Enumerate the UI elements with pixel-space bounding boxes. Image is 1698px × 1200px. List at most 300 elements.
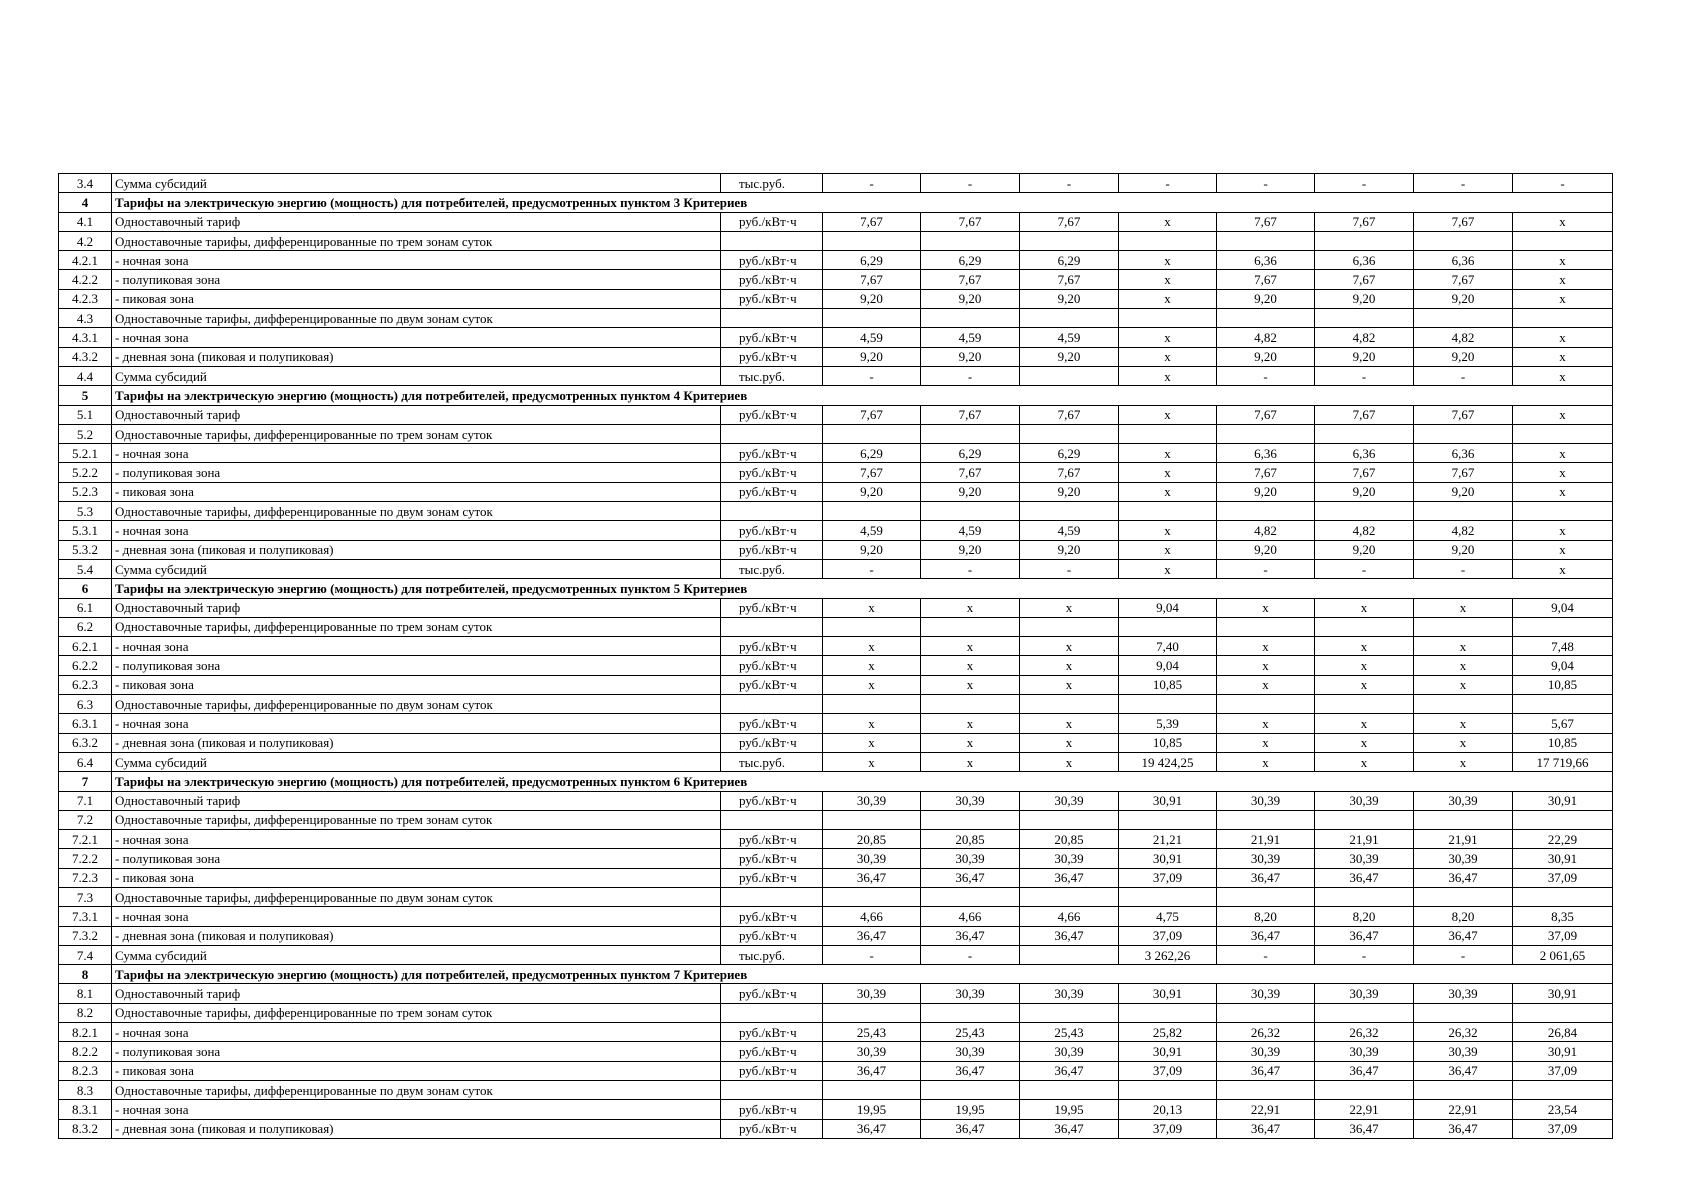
value-cell: 26,32 xyxy=(1217,1023,1315,1042)
value-cell xyxy=(1119,502,1217,521)
value-cell: - xyxy=(1513,174,1613,193)
table-row xyxy=(59,1023,1613,1042)
row-number: 4.2.2 xyxy=(59,270,112,289)
value-cell xyxy=(921,617,1020,636)
value-cell: 22,91 xyxy=(1315,1100,1414,1119)
value-cell xyxy=(1315,1080,1414,1099)
value-cell: 4,66 xyxy=(921,907,1020,926)
table-row xyxy=(59,482,1613,501)
value-cell xyxy=(823,424,921,443)
row-description: Одноставочные тарифы, дифференцированные по трем зонам суток xyxy=(112,617,721,636)
value-cell: 30,39 xyxy=(921,791,1020,810)
value-cell: - xyxy=(823,174,921,193)
table-row xyxy=(59,1042,1613,1061)
value-cell: 37,09 xyxy=(1119,1119,1217,1138)
value-cell: 9,20 xyxy=(1414,289,1513,308)
value-cell xyxy=(1119,887,1217,906)
value-cell xyxy=(1315,810,1414,829)
table-row xyxy=(59,637,1613,656)
value-cell: - xyxy=(1020,559,1119,578)
value-cell: 7,67 xyxy=(823,405,921,424)
value-cell: х xyxy=(823,752,921,771)
value-cell: х xyxy=(1315,714,1414,733)
value-cell xyxy=(1513,231,1613,250)
row-description: - пиковая зона xyxy=(112,675,721,694)
row-unit xyxy=(721,502,823,521)
value-cell: 30,39 xyxy=(1315,849,1414,868)
row-unit: руб./кВт·ч xyxy=(721,984,823,1003)
row-number: 4.4 xyxy=(59,366,112,385)
value-cell: 6,29 xyxy=(1020,251,1119,270)
value-cell xyxy=(823,810,921,829)
value-cell: 7,67 xyxy=(1020,463,1119,482)
table-row xyxy=(59,521,1613,540)
value-cell: 25,43 xyxy=(1020,1023,1119,1042)
row-description: - ночная зона xyxy=(112,1100,721,1119)
value-cell: 4,59 xyxy=(823,328,921,347)
value-cell: х xyxy=(1315,637,1414,656)
section-header-row xyxy=(59,193,1613,212)
value-cell: х xyxy=(921,598,1020,617)
value-cell xyxy=(1217,231,1315,250)
value-cell: 21,91 xyxy=(1217,830,1315,849)
value-cell xyxy=(1513,502,1613,521)
row-description: - полупиковая зона xyxy=(112,849,721,868)
section-title: Тарифы на электрическую энергию (мощность) для потребителей, предусмотренных пунктом 5 Критериев xyxy=(112,579,1613,598)
table-row xyxy=(59,366,1613,385)
value-cell xyxy=(1315,887,1414,906)
value-cell: х xyxy=(1217,733,1315,752)
value-cell: 7,67 xyxy=(921,405,1020,424)
value-cell: 9,20 xyxy=(1315,540,1414,559)
value-cell xyxy=(1414,424,1513,443)
value-cell: 7,67 xyxy=(1315,463,1414,482)
value-cell: х xyxy=(1217,675,1315,694)
row-unit: руб./кВт·ч xyxy=(721,637,823,656)
value-cell: х xyxy=(1119,270,1217,289)
value-cell: 7,67 xyxy=(823,212,921,231)
value-cell: 30,91 xyxy=(1513,849,1613,868)
value-cell xyxy=(1020,1080,1119,1099)
value-cell xyxy=(1119,1003,1217,1022)
row-unit: руб./кВт·ч xyxy=(721,270,823,289)
value-cell xyxy=(1020,887,1119,906)
value-cell: - xyxy=(921,174,1020,193)
row-description: Одноставочный тариф xyxy=(112,984,721,1003)
value-cell: 9,20 xyxy=(921,482,1020,501)
value-cell: 9,20 xyxy=(1315,482,1414,501)
value-cell: 9,20 xyxy=(1020,482,1119,501)
value-cell: 5,67 xyxy=(1513,714,1613,733)
value-cell: х xyxy=(1513,289,1613,308)
value-cell: х xyxy=(1217,714,1315,733)
value-cell xyxy=(1513,309,1613,328)
value-cell: 7,67 xyxy=(1217,270,1315,289)
row-unit: руб./кВт·ч xyxy=(721,463,823,482)
row-description: - полупиковая зона xyxy=(112,1042,721,1061)
value-cell xyxy=(1513,695,1613,714)
row-unit: руб./кВт·ч xyxy=(721,1023,823,1042)
table-row xyxy=(59,752,1613,771)
section-title: Тарифы на электрическую энергию (мощность) для потребителей, предусмотренных пунктом 4 Критериев xyxy=(112,386,1613,405)
row-number: 3.4 xyxy=(59,174,112,193)
row-unit xyxy=(721,1080,823,1099)
value-cell: - xyxy=(1414,174,1513,193)
value-cell: 9,20 xyxy=(1020,347,1119,366)
value-cell: 22,29 xyxy=(1513,830,1613,849)
row-description: - дневная зона (пиковая и полупиковая) xyxy=(112,347,721,366)
value-cell: х xyxy=(1414,675,1513,694)
row-unit: руб./кВт·ч xyxy=(721,1119,823,1138)
value-cell: 10,85 xyxy=(1119,675,1217,694)
row-description: Одноставочный тариф xyxy=(112,212,721,231)
value-cell: х xyxy=(823,656,921,675)
row-unit xyxy=(721,424,823,443)
value-cell: 30,39 xyxy=(921,984,1020,1003)
value-cell: 30,91 xyxy=(1119,791,1217,810)
row-unit xyxy=(721,231,823,250)
row-unit xyxy=(721,887,823,906)
value-cell xyxy=(921,1080,1020,1099)
value-cell xyxy=(823,887,921,906)
value-cell: х xyxy=(1513,405,1613,424)
value-cell: 20,85 xyxy=(921,830,1020,849)
row-unit xyxy=(721,309,823,328)
value-cell: х xyxy=(1513,366,1613,385)
value-cell: х xyxy=(1513,270,1613,289)
value-cell: - xyxy=(1315,945,1414,964)
value-cell xyxy=(1217,810,1315,829)
value-cell: 37,09 xyxy=(1119,926,1217,945)
value-cell: 7,67 xyxy=(921,212,1020,231)
value-cell xyxy=(1020,309,1119,328)
row-number: 5.1 xyxy=(59,405,112,424)
value-cell: 8,35 xyxy=(1513,907,1613,926)
row-description: Одноставочные тарифы, дифференцированные по трем зонам суток xyxy=(112,424,721,443)
value-cell: 9,20 xyxy=(921,540,1020,559)
value-cell xyxy=(1020,617,1119,636)
value-cell: 36,47 xyxy=(1217,926,1315,945)
value-cell: 9,20 xyxy=(921,347,1020,366)
row-number: 4.3 xyxy=(59,309,112,328)
value-cell: - xyxy=(823,559,921,578)
row-number: 8.2.1 xyxy=(59,1023,112,1042)
value-cell: - xyxy=(1315,366,1414,385)
row-description: - ночная зона xyxy=(112,637,721,656)
value-cell: 6,36 xyxy=(1315,251,1414,270)
value-cell: 4,66 xyxy=(1020,907,1119,926)
value-cell xyxy=(1414,695,1513,714)
value-cell: х xyxy=(1414,733,1513,752)
value-cell xyxy=(823,502,921,521)
value-cell: 6,36 xyxy=(1315,444,1414,463)
value-cell xyxy=(1414,810,1513,829)
value-cell: 25,43 xyxy=(921,1023,1020,1042)
value-cell: 36,47 xyxy=(1020,868,1119,887)
value-cell: - xyxy=(1217,559,1315,578)
value-cell xyxy=(1414,309,1513,328)
value-cell: - xyxy=(921,945,1020,964)
value-cell xyxy=(1513,887,1613,906)
row-description: - ночная зона xyxy=(112,714,721,733)
row-unit: руб./кВт·ч xyxy=(721,1061,823,1080)
table-row xyxy=(59,945,1613,964)
table-row xyxy=(59,714,1613,733)
value-cell: 20,85 xyxy=(823,830,921,849)
value-cell: 9,04 xyxy=(1119,598,1217,617)
value-cell xyxy=(921,502,1020,521)
value-cell xyxy=(1217,502,1315,521)
value-cell: 22,91 xyxy=(1414,1100,1513,1119)
row-number: 7.2.2 xyxy=(59,849,112,868)
value-cell: 4,82 xyxy=(1414,521,1513,540)
value-cell: 30,39 xyxy=(1414,1042,1513,1061)
value-cell: 36,47 xyxy=(1414,1119,1513,1138)
value-cell: х xyxy=(1513,328,1613,347)
row-description: - ночная зона xyxy=(112,251,721,270)
table-row xyxy=(59,328,1613,347)
value-cell: 6,36 xyxy=(1217,444,1315,463)
row-unit: руб./кВт·ч xyxy=(721,212,823,231)
section-number: 6 xyxy=(59,579,112,598)
value-cell xyxy=(1217,887,1315,906)
value-cell xyxy=(1119,1080,1217,1099)
value-cell: 25,43 xyxy=(823,1023,921,1042)
row-description: Сумма субсидий xyxy=(112,945,721,964)
value-cell: 2 061,65 xyxy=(1513,945,1613,964)
value-cell: 6,29 xyxy=(921,444,1020,463)
value-cell: 4,82 xyxy=(1217,521,1315,540)
table-row xyxy=(59,444,1613,463)
row-number: 7.4 xyxy=(59,945,112,964)
value-cell xyxy=(921,309,1020,328)
value-cell: 30,91 xyxy=(1513,984,1613,1003)
value-cell: 9,20 xyxy=(921,289,1020,308)
value-cell xyxy=(1020,810,1119,829)
value-cell xyxy=(921,424,1020,443)
value-cell: х xyxy=(1119,289,1217,308)
table-row xyxy=(59,984,1613,1003)
row-description: Одноставочные тарифы, дифференцированные по двум зонам суток xyxy=(112,1080,721,1099)
row-number: 7.3.1 xyxy=(59,907,112,926)
value-cell: 36,47 xyxy=(823,926,921,945)
value-cell: 7,40 xyxy=(1119,637,1217,656)
value-cell: х xyxy=(1513,463,1613,482)
table-row xyxy=(59,733,1613,752)
value-cell: 7,67 xyxy=(1020,270,1119,289)
value-cell: 8,20 xyxy=(1217,907,1315,926)
row-description: - полупиковая зона xyxy=(112,463,721,482)
row-unit: тыс.руб. xyxy=(721,174,823,193)
row-number: 6.3 xyxy=(59,695,112,714)
row-unit: руб./кВт·ч xyxy=(721,733,823,752)
value-cell: 37,09 xyxy=(1119,868,1217,887)
value-cell xyxy=(1414,1080,1513,1099)
table-row xyxy=(59,1080,1613,1099)
row-number: 5.2.1 xyxy=(59,444,112,463)
row-number: 8.1 xyxy=(59,984,112,1003)
value-cell: 30,91 xyxy=(1119,849,1217,868)
row-number: 5.2.2 xyxy=(59,463,112,482)
value-cell xyxy=(1119,810,1217,829)
row-unit xyxy=(721,1003,823,1022)
section-header-row xyxy=(59,772,1613,791)
row-description: - ночная зона xyxy=(112,907,721,926)
row-number: 7.3 xyxy=(59,887,112,906)
value-cell: 7,67 xyxy=(823,270,921,289)
value-cell: 4,59 xyxy=(1020,328,1119,347)
row-number: 5.2 xyxy=(59,424,112,443)
table-row xyxy=(59,849,1613,868)
section-number: 5 xyxy=(59,386,112,405)
table-row xyxy=(59,868,1613,887)
value-cell xyxy=(1513,1003,1613,1022)
value-cell: х xyxy=(1513,251,1613,270)
value-cell: 3 262,26 xyxy=(1119,945,1217,964)
row-description: Одноставочные тарифы, дифференцированные по двум зонам суток xyxy=(112,695,721,714)
row-unit: руб./кВт·ч xyxy=(721,251,823,270)
value-cell: 23,54 xyxy=(1513,1100,1613,1119)
section-number: 4 xyxy=(59,193,112,212)
value-cell xyxy=(1217,309,1315,328)
value-cell xyxy=(1513,424,1613,443)
value-cell: 26,84 xyxy=(1513,1023,1613,1042)
value-cell: х xyxy=(1020,714,1119,733)
value-cell: 7,67 xyxy=(1315,212,1414,231)
row-description: Одноставочные тарифы, дифференцированные по двум зонам суток xyxy=(112,502,721,521)
value-cell: 6,29 xyxy=(1020,444,1119,463)
row-number: 8.3.2 xyxy=(59,1119,112,1138)
value-cell: 9,20 xyxy=(823,540,921,559)
row-description: - дневная зона (пиковая и полупиковая) xyxy=(112,540,721,559)
row-description: Сумма субсидий xyxy=(112,559,721,578)
value-cell: 30,91 xyxy=(1513,1042,1613,1061)
value-cell: 7,67 xyxy=(1315,270,1414,289)
value-cell: 36,47 xyxy=(921,926,1020,945)
value-cell: х xyxy=(823,714,921,733)
value-cell: 9,20 xyxy=(1414,482,1513,501)
table-row xyxy=(59,347,1613,366)
value-cell xyxy=(1217,617,1315,636)
value-cell: 9,20 xyxy=(1020,289,1119,308)
table-row xyxy=(59,617,1613,636)
row-unit: тыс.руб. xyxy=(721,366,823,385)
value-cell: 7,67 xyxy=(1217,405,1315,424)
row-unit: руб./кВт·ч xyxy=(721,521,823,540)
table-row xyxy=(59,887,1613,906)
value-cell xyxy=(1513,617,1613,636)
value-cell xyxy=(1414,502,1513,521)
value-cell: 36,47 xyxy=(1217,1061,1315,1080)
value-cell: х xyxy=(823,733,921,752)
value-cell: 5,39 xyxy=(1119,714,1217,733)
value-cell: - xyxy=(1315,174,1414,193)
value-cell: 9,20 xyxy=(1217,540,1315,559)
value-cell: 30,39 xyxy=(1414,849,1513,868)
table-row xyxy=(59,463,1613,482)
value-cell: - xyxy=(1217,945,1315,964)
value-cell: 37,09 xyxy=(1513,1061,1613,1080)
value-cell xyxy=(1217,1080,1315,1099)
value-cell: 7,67 xyxy=(1217,463,1315,482)
value-cell: 4,82 xyxy=(1315,521,1414,540)
row-unit: руб./кВт·ч xyxy=(721,868,823,887)
value-cell: 30,39 xyxy=(1414,791,1513,810)
section-number: 8 xyxy=(59,965,112,984)
value-cell xyxy=(1217,1003,1315,1022)
value-cell: х xyxy=(1513,482,1613,501)
value-cell: 30,39 xyxy=(1414,984,1513,1003)
value-cell: 7,67 xyxy=(1414,463,1513,482)
value-cell: - xyxy=(921,559,1020,578)
row-description: Одноставочные тарифы, дифференцированные по трем зонам суток xyxy=(112,1003,721,1022)
value-cell: 9,04 xyxy=(1119,656,1217,675)
value-cell: 37,09 xyxy=(1119,1061,1217,1080)
table-row xyxy=(59,540,1613,559)
row-unit: руб./кВт·ч xyxy=(721,675,823,694)
value-cell: 9,20 xyxy=(1315,347,1414,366)
row-number: 6.2.2 xyxy=(59,656,112,675)
row-description: Сумма субсидий xyxy=(112,174,721,193)
value-cell: 36,47 xyxy=(1414,926,1513,945)
value-cell: х xyxy=(1119,463,1217,482)
value-cell: 6,36 xyxy=(1217,251,1315,270)
row-unit: руб./кВт·ч xyxy=(721,714,823,733)
row-unit: руб./кВт·ч xyxy=(721,1100,823,1119)
row-unit xyxy=(721,617,823,636)
value-cell: 36,47 xyxy=(921,1061,1020,1080)
value-cell: 8,20 xyxy=(1315,907,1414,926)
value-cell xyxy=(1414,1003,1513,1022)
value-cell xyxy=(1315,695,1414,714)
value-cell xyxy=(921,231,1020,250)
value-cell xyxy=(1020,424,1119,443)
row-number: 8.2.2 xyxy=(59,1042,112,1061)
value-cell: 4,59 xyxy=(1020,521,1119,540)
value-cell: - xyxy=(921,366,1020,385)
value-cell: 36,47 xyxy=(1020,926,1119,945)
value-cell xyxy=(1119,424,1217,443)
value-cell: 30,39 xyxy=(1315,984,1414,1003)
value-cell xyxy=(1513,810,1613,829)
value-cell: 17 719,66 xyxy=(1513,752,1613,771)
value-cell: - xyxy=(823,366,921,385)
value-cell: 36,47 xyxy=(1217,868,1315,887)
value-cell: 19 424,25 xyxy=(1119,752,1217,771)
row-description: Одноставочные тарифы, дифференцированные по двум зонам суток xyxy=(112,309,721,328)
value-cell: 7,67 xyxy=(921,463,1020,482)
value-cell: 9,04 xyxy=(1513,656,1613,675)
value-cell: 9,20 xyxy=(1315,289,1414,308)
row-number: 8.3.1 xyxy=(59,1100,112,1119)
value-cell: х xyxy=(1119,328,1217,347)
row-unit: руб./кВт·ч xyxy=(721,347,823,366)
value-cell: 7,67 xyxy=(1020,405,1119,424)
value-cell: 10,85 xyxy=(1119,733,1217,752)
value-cell: 4,75 xyxy=(1119,907,1217,926)
row-unit: руб./кВт·ч xyxy=(721,830,823,849)
value-cell: 30,39 xyxy=(1020,849,1119,868)
value-cell: 10,85 xyxy=(1513,733,1613,752)
value-cell: х xyxy=(1119,559,1217,578)
value-cell: 9,04 xyxy=(1513,598,1613,617)
value-cell: 4,59 xyxy=(921,328,1020,347)
table-row xyxy=(59,559,1613,578)
value-cell xyxy=(1119,695,1217,714)
row-number: 4.1 xyxy=(59,212,112,231)
table-row xyxy=(59,810,1613,829)
value-cell: х xyxy=(1315,752,1414,771)
